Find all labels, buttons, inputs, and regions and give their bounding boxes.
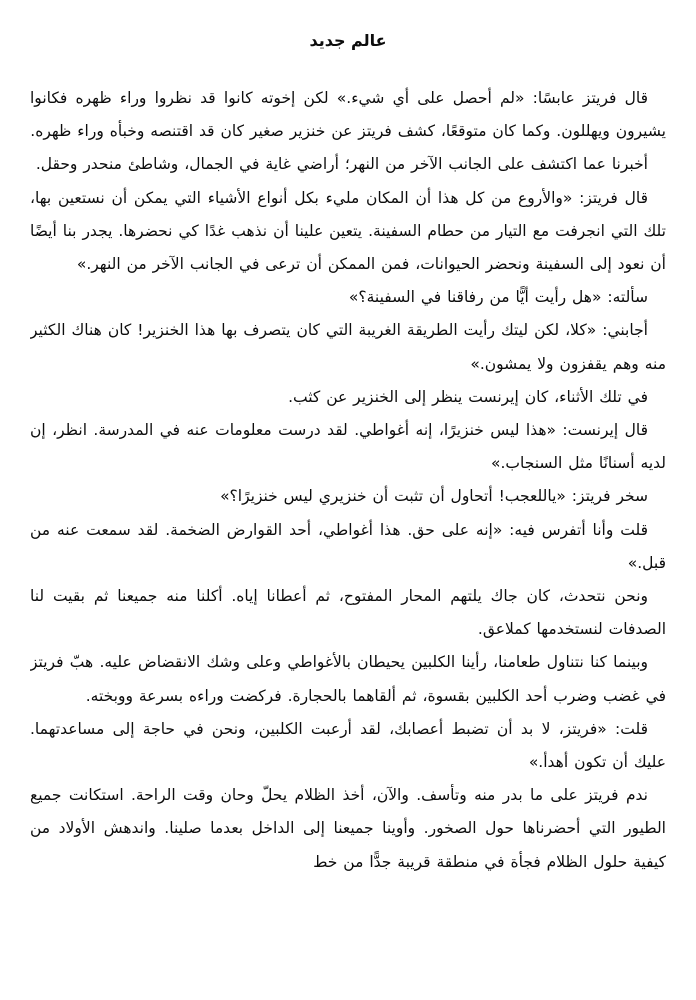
paragraph: قال إيرنست: «هذا ليس خنزيرًا، إنه أغواطي. لقد درست معلومات عنه في المدرسة. انظر، إن لديه أسنانًا مثل السنجاب.» [30, 421, 666, 473]
paragraph: ونحن نتحدث، كان جاك يلتهم المحار المفتوح، ثم أعطانا إياه. أكلنا منه جميعنا ثم بقيت لنا الصدفات لنستخدمها كملاعق. [30, 587, 666, 639]
paragraph: قلت: «فريتز، لا بد أن تضبط أعصابك، لقد أرعبت الكلبين، ونحن في حاجة إلى مساعدتهما. عليك أن تكون أهدأ.» [30, 719, 666, 772]
paragraph: سألته: «هل رأيت أيًّا من رفاقنا في السفينة؟» [348, 288, 648, 307]
chapter-title: عالم جديد [309, 31, 387, 50]
paragraph: أخبرنا عما اكتشف على الجانب الآخر من النهر؛ أراضي غاية في الجمال، وشاطئ منحدر وحقل. [35, 155, 648, 174]
paragraph: سخر فريتز: «ياللعجب! أتحاول أن تثبت أن خنزيري ليس خنزيرًا؟» [220, 487, 648, 506]
paragraph: قال فريتز: «والأروع من كل هذا أن المكان مليء بكل أنواع الأشياء التي يمكن أن نستعين بها، تلك التي انجرفت مع التيار من حطام السفينة. يتعين علينا أن نذهب غدًا كي نحضرها. يجدر بنا أيضًا أن نعود إلى السفينة ونحضر الحيوانات، فمن الممكن أن ترعى في الجانب الآخر من النهر.» [30, 188, 666, 274]
paragraph: في تلك الأثناء، كان إيرنست ينظر إلى الخنزير عن كثب. [288, 387, 648, 406]
body-text [30, 82, 666, 879]
paragraph: قلت وأنا أتفرس فيه: «إنه على حق. هذا أغواطي، أحد القوارض الضخمة. لقد سمعت عنه من قبل.» [30, 520, 666, 572]
paragraph: أجابني: «كلا، لكن ليتك رأيت الطريقة الغريبة التي كان يتصرف بها هذا الخنزير! كان هناك الكثير منه وهم يقفزون ولا يمشون.» [30, 321, 666, 373]
paragraph: قال فريتز عابسًا: «لم أحصل على أي شيء.» لكن إخوته كانوا قد نظروا وراء ظهره فكانوا يشيرون ويهللون. وكما كان متوقعًا، كشف فريتز عن خنزير صغير كان قد اقتنصه وخبأه وراء ظهره. [30, 89, 666, 141]
paragraph: وبينما كنا نتناول طعامنا، رأينا الكلبين يحيطان بالأغواطي وعلى وشك الانقضاض عليه. هبّ فريتز في غضب وضرب أحد الكلبين بقسوة، ثم ألقاهما بالحجارة. فركضت وراءه بسرعة ووبخته. [30, 653, 666, 705]
paragraph: ندم فريتز على ما بدر منه وتأسف. والآن، أخذ الظلام يحلّ وحان وقت الراحة. استكانت جميع الطيور التي أحضرناها حول الصخور. وأوينا جميعنا إلى الداخل بعدما صلينا. واندهش الأولاد من كيفية حلول الظلام فجأة في منطقة قريبة جدًّا من خط [30, 786, 666, 871]
